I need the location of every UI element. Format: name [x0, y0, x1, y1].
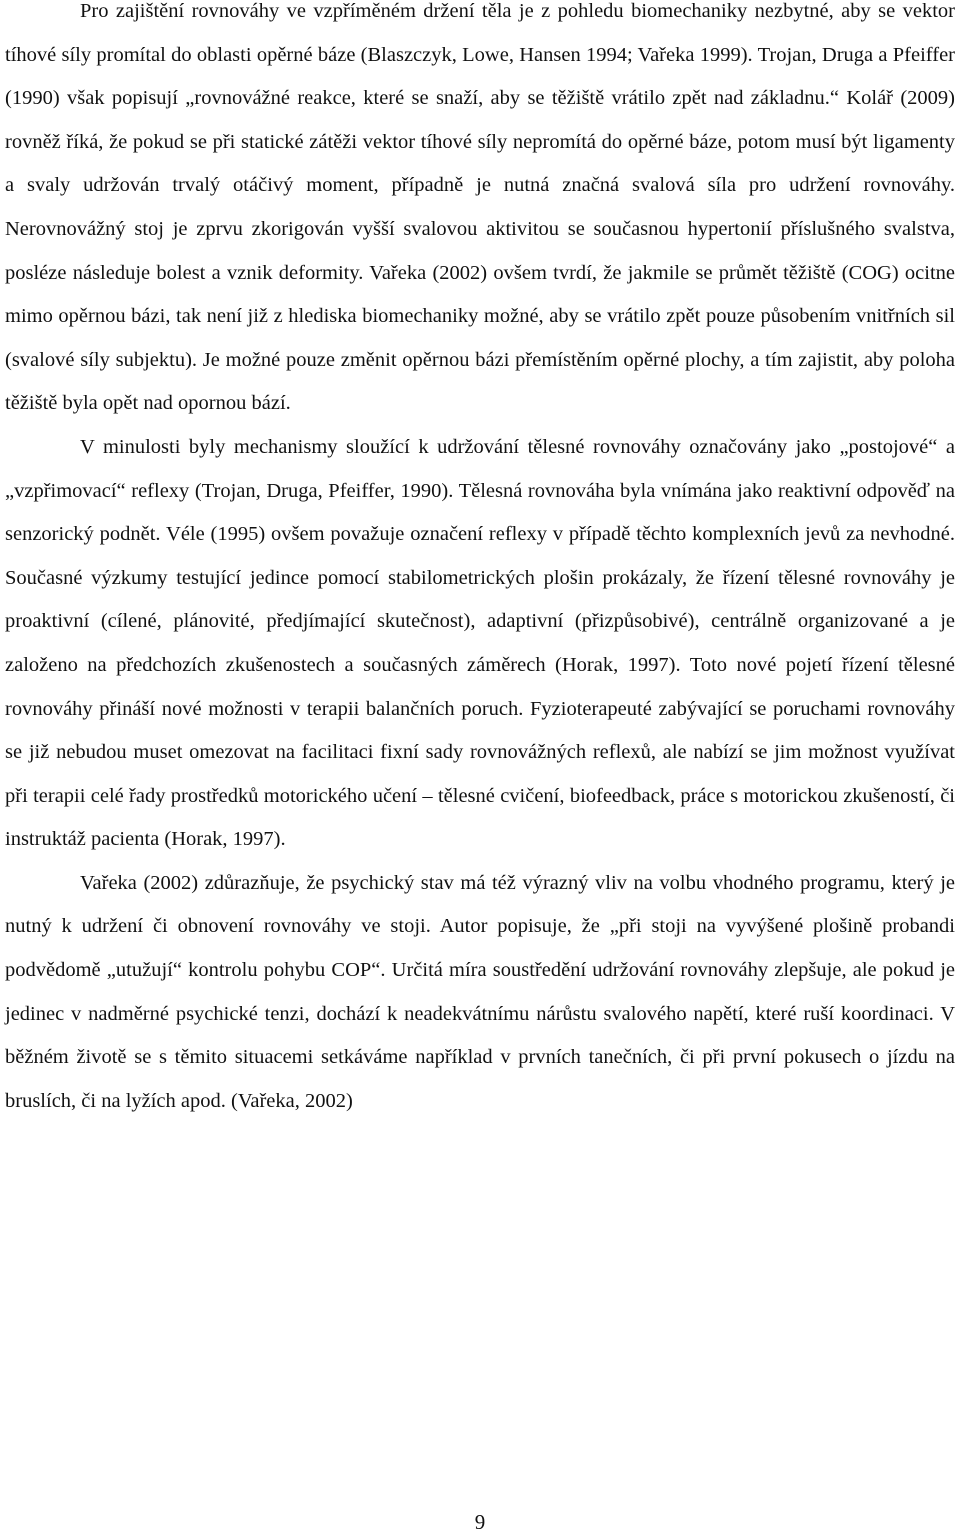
paragraph-psychic-state: Vařeka (2002) zdůrazňuje, že psychický stav má též výrazný vliv na volbu vhodného programu, který je nutný k udržení či obnovení rovnováhy ve stoji. Autor popisuje, že „při stoji na vyvýšené plošině probandi podvědomě „utužují“ kontrolu pohybu COP“. Určitá míra soustředění udržování rovnováhy zlepšuje, ale pokud je jedinec v nadměrné psychické tenzi, dochází k neadekvátnímu nárůstu svalového napětí, které ruší koordinaci. V běžném životě se s těmito situacemi setkáváme například v prvních tanečních, či při první pokusech o jízdu na bruslích, či na lyžích apod. (Vařeka, 2002): [5, 871, 955, 1112]
paragraph-reflexes: V minulosti byly mechanismy sloužící k udržování tělesné rovnováhy označovány jako „postojové“ a „vzpřimovací“ reflexy (Trojan, Druga, Pfeiffer, 1990). Tělesná rovnováha byla vnímána jako reaktivní odpověď na senzorický podnět. Véle (1995) ovšem považuje označení reflexy v případě těchto komplexních jevů za nevhodné. Současné výzkumy testující jedince pomocí stabilometrických plošin prokázaly, že řízení tělesné rovnováhy je proaktivní (cílené, plánovité, předjímající skutečnost), adaptivní (přizpůsobivé), centrálně organizované a je založeno na předchozích zkušenostech a současných záměrech (Horak, 1997). Toto nové pojetí řízení tělesné rovnováhy přináší nové možnosti v terapii balančních poruch. Fyzioterapeuté zabývající se poruchami rovnováhy se již nebudou muset omezovat na facilitaci fixní sady rovnovážných reflexů, ale nabízí se jim možnost využívat při terapii celé řady prostředků motorického učení – tělesné cvičení, biofeedback, práce s motorickou zkušeností, či instruktáž pacienta (Horak, 1997).: [5, 435, 955, 851]
page-number: 9: [474, 1510, 486, 1534]
paragraph-balance-biomechanics: Pro zajištění rovnováhy ve vzpříměném držení těla je z pohledu biomechaniky nezbytné, aby se vektor tíhové síly promítal do oblasti opěrné báze (Blaszczyk, Lowe, Hansen 1994; Vařeka 1999). Trojan, Druga a Pfeiffer (1990) však popisují „rovnovážné reakce, které se snaží, aby se těžiště vrátilo zpět nad základnu.“ Kolář (2009) rovněž říká, že pokud se při statické zátěži vektor tíhové síly nepromítá do opěrné báze, potom musí být ligamenty a svaly udržován trvalý otáčivý moment, případně je nutná značná svalová síla pro udržení rovnováhy. Nerovnovážný stoj je zprvu zkorigován vyšší svalovou aktivitou se současnou hypertonií příslušného svalstva, posléze následuje bolest a vznik deformity. Vařeka (2002) ovšem tvrdí, že jakmile se průmět těžiště (COG) ocitne mimo opěrnou bázi, tak není již z hlediska biomechaniky možné, aby se vrátilo zpět pouze působením vnitřních sil (svalové síly subjektu). Je možné pouze změnit opěrnou bázi přemístěním opěrné plochy, a tím zajistit, aby poloha těžiště byla opět nad opornou bází.: [5, 0, 955, 415]
body-text: [5, 0, 955, 1123]
